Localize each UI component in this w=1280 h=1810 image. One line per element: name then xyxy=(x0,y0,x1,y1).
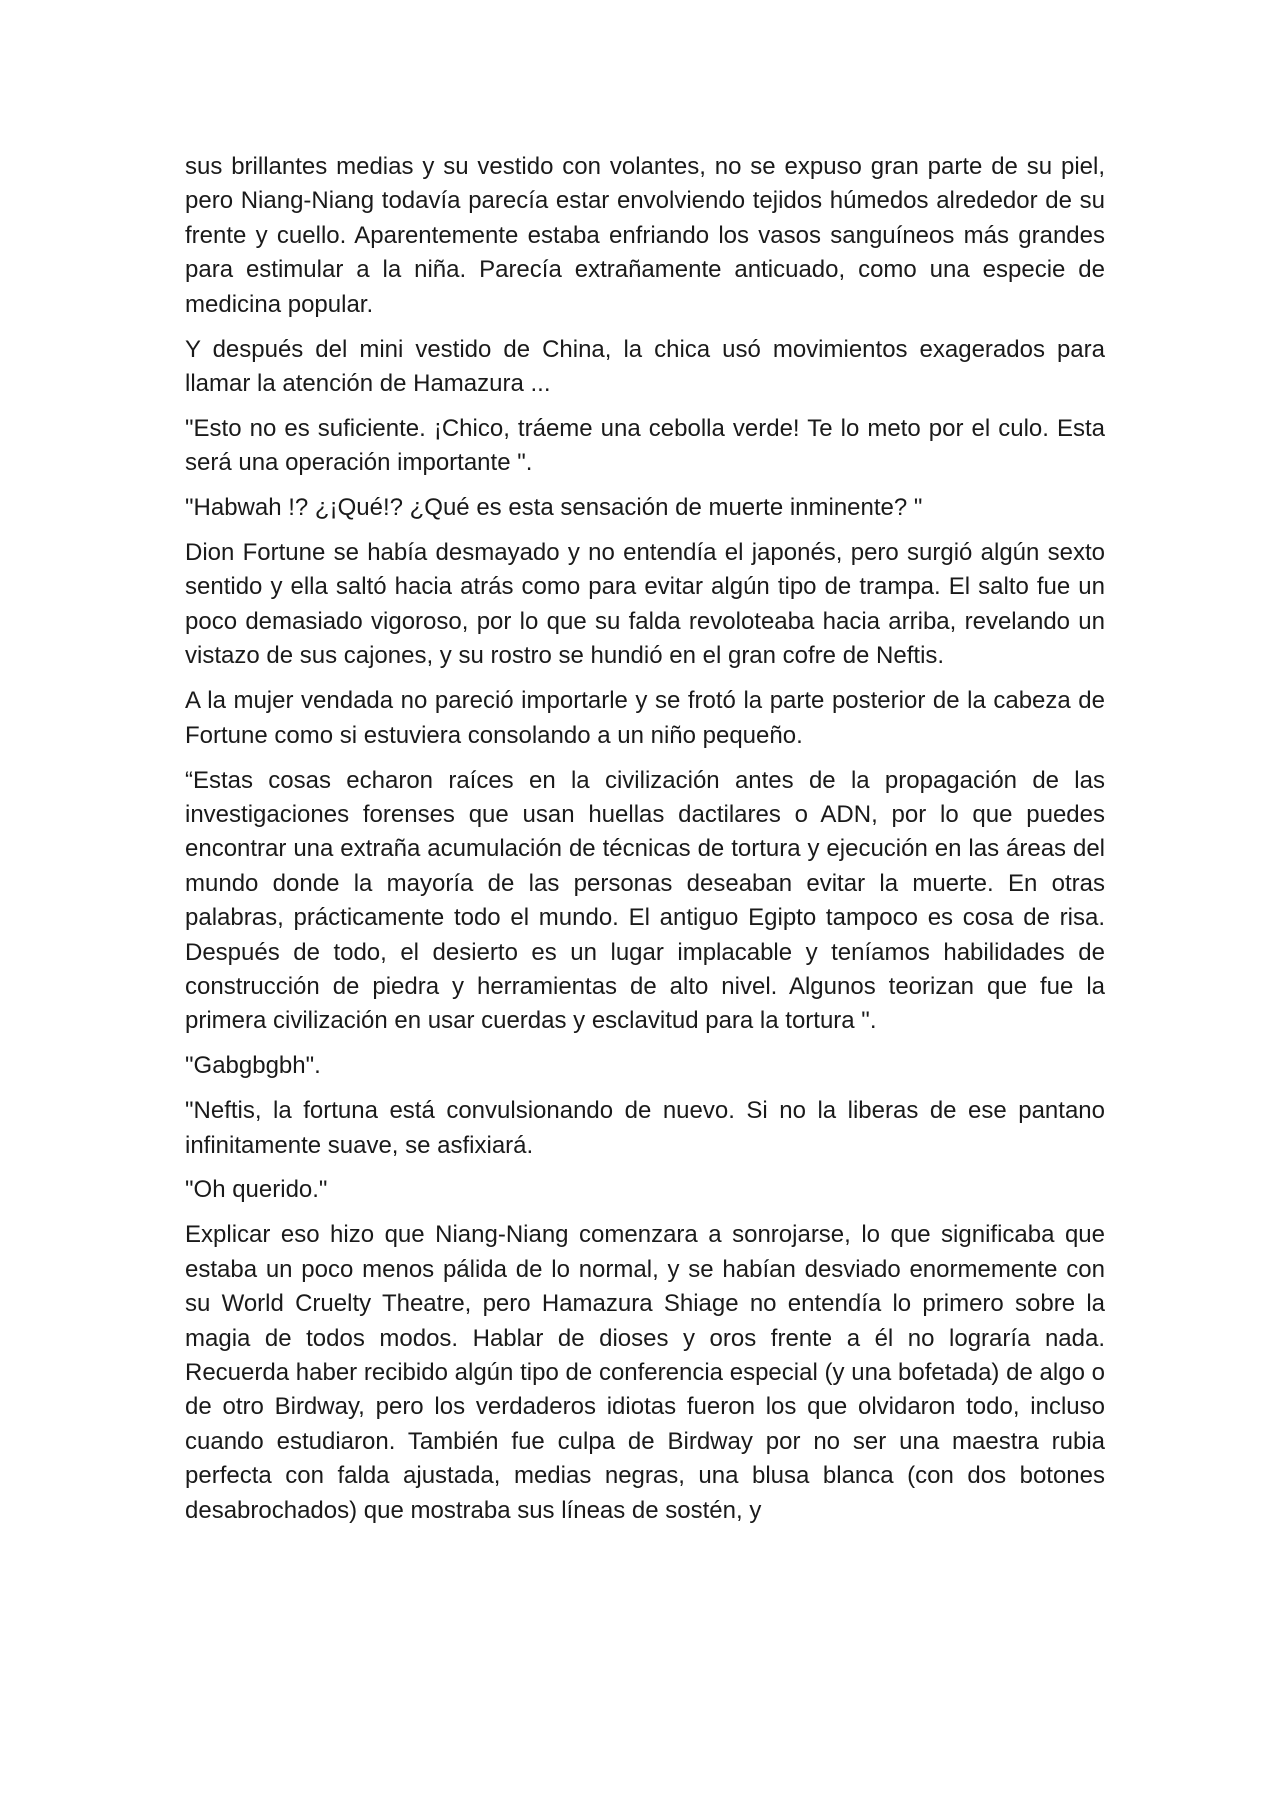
paragraph: Y después del mini vestido de China, la chica usó movimientos exagerados para llamar la atención de Hamazura ... xyxy=(185,335,1105,397)
paragraph: “Estas cosas echaron raíces en la civilización antes de la propagación de las investigaciones forenses que usan huellas dactilares o ADN, por lo que puedes encontrar una extraña acumulación de técnicas de tortura y ejecución en las áreas del mundo donde la mayoría de las personas deseaban evitar la muerte. En otras palabras, prácticamente todo el mundo. El antiguo Egipto tampoco es cosa de risa. Después de todo, el desierto es un lugar implacable y teníamos habilidades de construcción de piedra y herramientas de alto nivel. Algunos teorizan que fue la primera civilización en usar cuerdas y esclavitud para la tortura ". xyxy=(185,766,1105,1035)
paragraph: Explicar eso hizo que Niang-Niang comenzara a sonrojarse, lo que significaba que estaba un poco menos pálida de lo normal, y se habían desviado enormemente con su World Cruelty Theatre, pero Hamazura Shiage no entendía lo primero sobre la magia de todos modos. Hablar de dioses y oros frente a él no lograría nada. Recuerda haber recibido algún tipo de conferencia especial (y una bofetada) de algo o de otro Birdway, pero los verdaderos idiotas fueron los que olvidaron todo, incluso cuando estudiaron. También fue culpa de Birdway por no ser una maestra rubia perfecta con falda ajustada, medias negras, una blusa blanca (con dos botones desabrochados) que mostraba sus líneas de sostén, y xyxy=(185,1221,1105,1524)
paragraph: sus brillantes medias y su vestido con volantes, no se expuso gran parte de su piel, pero Niang-Niang todavía parecía estar envolviendo tejidos húmedos alrededor de su frente y cuello. Aparentemente estaba enfriando los vasos sanguíneos más grandes para estimular a la niña. Parecía extrañamente anticuado, como una especie de medicina popular. xyxy=(185,153,1105,318)
paragraph: "Neftis, la fortuna está convulsionando de nuevo. Si no la liberas de ese pantano infinitamente suave, se asfixiará. xyxy=(185,1097,1105,1159)
paragraph: "Gabgbgbh". xyxy=(185,1052,321,1080)
paragraph: "Oh querido." xyxy=(185,1176,328,1204)
paragraph: "Habwah !? ¿¡Qué!? ¿Qué es esta sensación de muerte inminente? " xyxy=(185,494,923,522)
document-page xyxy=(185,150,1105,1539)
paragraph: A la mujer vendada no pareció importarle y se frotó la parte posterior de la cabeza de Fortune como si estuviera consolando a un niño pequeño. xyxy=(185,687,1105,749)
paragraph: "Esto no es suficiente. ¡Chico, tráeme una cebolla verde! Te lo meto por el culo. Esta será una operación importante ". xyxy=(185,414,1105,477)
paragraph: Dion Fortune se había desmayado y no entendía el japonés, pero surgió algún sexto sentido y ella saltó hacia atrás como para evitar algún tipo de trampa. El salto fue un poco demasiado vigoroso, por lo que su falda revoloteaba hacia arriba, revelando un vistazo de sus cajones, y su rostro se hundió en el gran cofre de Neftis. xyxy=(185,539,1105,670)
